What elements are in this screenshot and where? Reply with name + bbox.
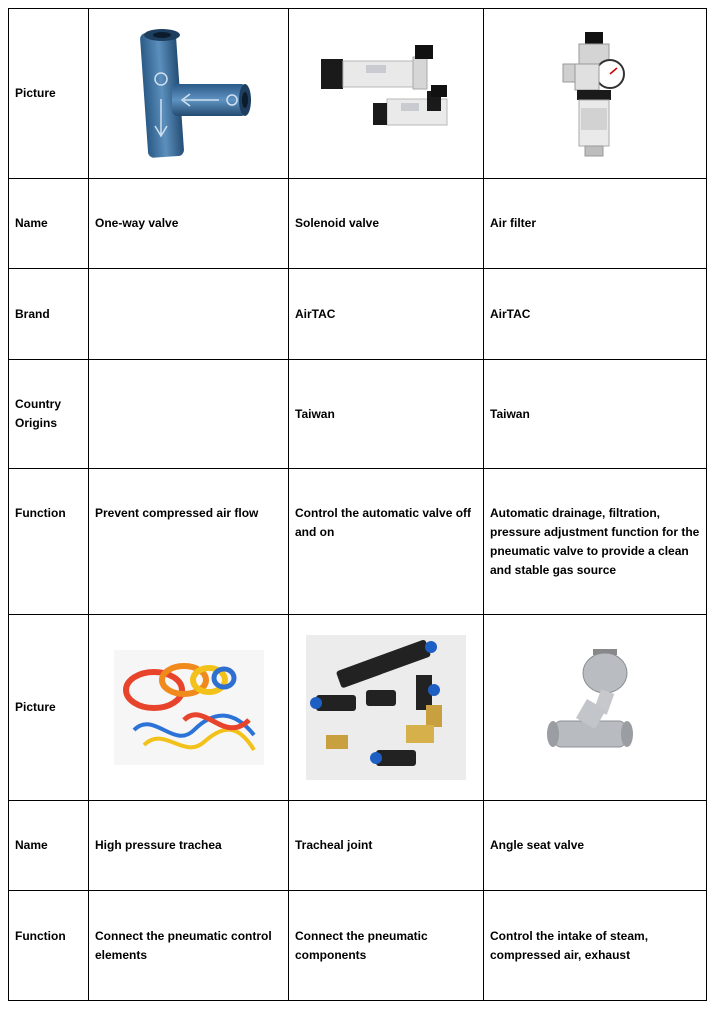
- row-label-picture: Picture: [9, 9, 89, 179]
- row-label-brand: Brand: [9, 269, 89, 360]
- solenoid-valve-image: [311, 39, 461, 149]
- product-image-one-way-valve: [89, 9, 289, 179]
- product-image-trachea: [89, 615, 289, 801]
- row-label-name: Name: [9, 179, 89, 269]
- table-row: [9, 801, 707, 891]
- pneumatic-hose-image: [114, 650, 264, 765]
- one-way-valve-image: [124, 24, 254, 164]
- row-label-name-2: Name: [9, 801, 89, 891]
- product2-name-3: Angle seat valve: [484, 801, 707, 891]
- row-label-picture-2: Picture: [9, 615, 89, 801]
- table-row: [9, 179, 707, 269]
- product2-function-2: Connect the pneumatic components: [289, 891, 484, 1001]
- product-country-3: Taiwan: [484, 360, 707, 469]
- product-image-solenoid-valve: [289, 9, 484, 179]
- product-name-3: Air filter: [484, 179, 707, 269]
- product-table: [8, 8, 707, 1001]
- product-brand-1: [89, 269, 289, 360]
- product-brand-2: AirTAC: [289, 269, 484, 360]
- table-row: [9, 9, 707, 179]
- angle-seat-valve-image: [535, 643, 655, 773]
- product-image-angle-seat-valve: [484, 615, 707, 801]
- product-image-tracheal-joint: [289, 615, 484, 801]
- product2-function-1: Connect the pneumatic control elements: [89, 891, 289, 1001]
- row-label-country: Country Origins: [9, 360, 89, 469]
- row-label-function-2: Function: [9, 891, 89, 1001]
- table-row: [9, 360, 707, 469]
- pneumatic-fittings-image: [306, 635, 466, 780]
- table-row: [9, 615, 707, 801]
- product-function-2: Control the automatic valve off and on: [289, 469, 484, 615]
- product-brand-3: AirTAC: [484, 269, 707, 360]
- air-filter-image: [555, 24, 635, 164]
- row-label-function: Function: [9, 469, 89, 615]
- table-row: [9, 891, 707, 1001]
- product-country-1: [89, 360, 289, 469]
- table-row: [9, 269, 707, 360]
- product-image-air-filter: [484, 9, 707, 179]
- product2-name-2: Tracheal joint: [289, 801, 484, 891]
- product-function-3: Automatic drainage, filtration, pressure adjustment function for the pneumatic valve to provide a clean and stable gas source: [484, 469, 707, 615]
- product2-name-1: High pressure trachea: [89, 801, 289, 891]
- table-row: [9, 469, 707, 615]
- product-name-1: One-way valve: [89, 179, 289, 269]
- product-country-2: Taiwan: [289, 360, 484, 469]
- product-name-2: Solenoid valve: [289, 179, 484, 269]
- product-function-1: Prevent compressed air flow: [89, 469, 289, 615]
- product2-function-3: Control the intake of steam, compressed air, exhaust: [484, 891, 707, 1001]
